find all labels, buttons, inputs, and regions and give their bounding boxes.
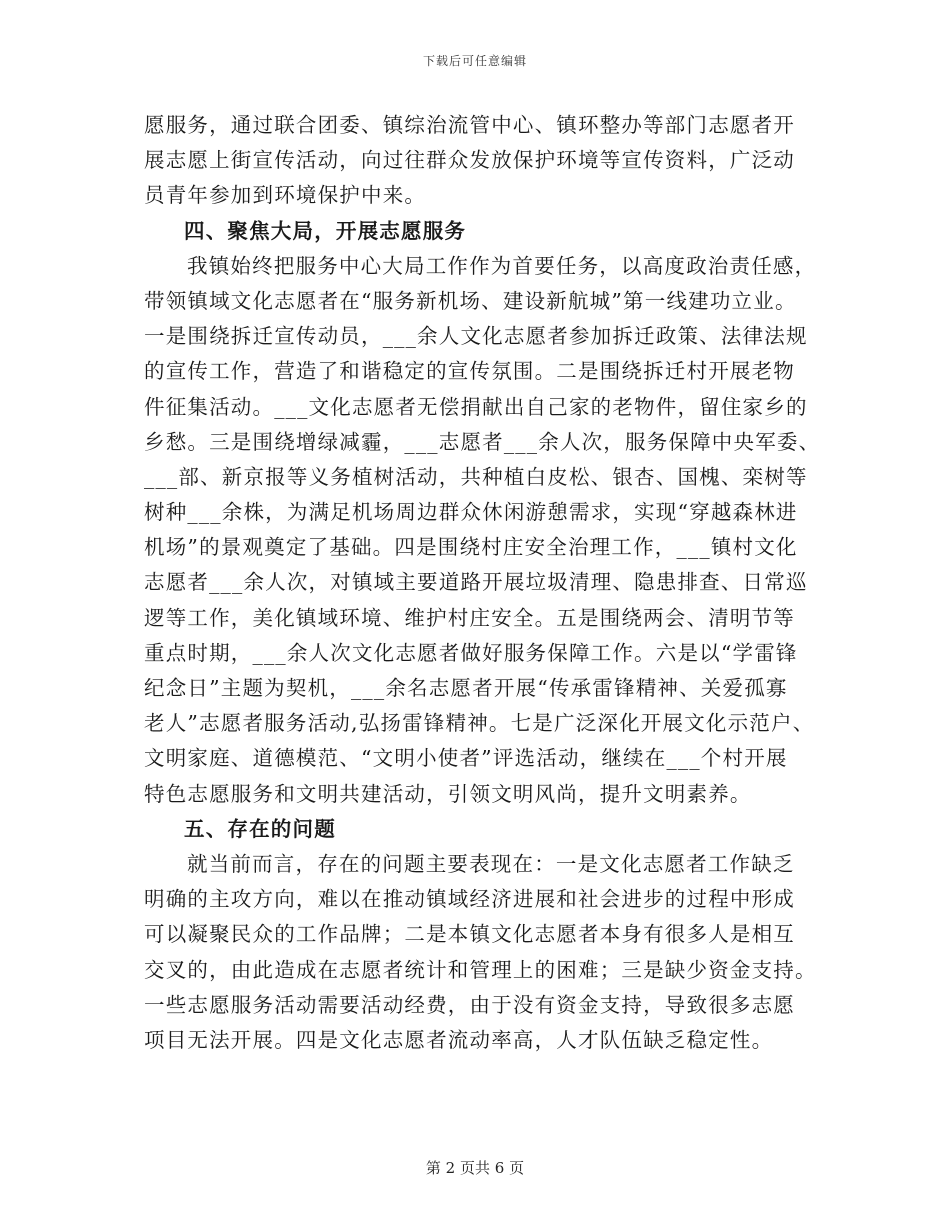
text-line: 员青年参加到环境保护中来。 — [144, 183, 427, 208]
text-line: 可以凝聚民众的工作品牌；二是本镇文化志愿者本身有很多人是相互 — [144, 922, 795, 947]
text-line: 文明家庭、道德模范、“文明小使者”评选活动，继续在___个村开展 — [144, 746, 788, 771]
page-header: 下载后可任意编辑 — [422, 54, 527, 68]
document-body — [144, 108, 834, 1058]
text-line: 逻等工作，美化镇域环境、维护村庄安全。五是围绕两会、清明节等 — [144, 605, 795, 630]
text-line: 重点时期，___余人次文化志愿者做好服务保障工作。六是以“学雷锋 — [144, 640, 798, 665]
text-line: 树种___余株，为满足机场周边群众休闲游憩需求，实现“穿越森林进 — [144, 500, 798, 525]
text-line: 志愿者___余人次，对镇域主要道路开展垃圾清理、隐患排查、日常巡 — [144, 570, 808, 595]
text-line: 展志愿上街宣传活动，向过往群众发放保护环境等宣传资料，广泛动 — [144, 148, 795, 173]
text-line: 老人”志愿者服务活动,弘扬雷锋精神。七是广泛深化开展文化示范户、 — [144, 711, 815, 736]
text-line: 明确的主攻方向，难以在推动镇域经济进展和社会进步的过程中形成 — [144, 887, 795, 912]
text-line: 就当前而言，存在的问题主要表现在：一是文化志愿者工作缺乏 — [187, 851, 795, 876]
text-line: 乡愁。三是围绕增绿减霾，___志愿者___余人次，服务保障中央军委、 — [144, 429, 821, 454]
section-heading: 四、聚焦大局，开展志愿服务 — [184, 218, 467, 243]
page-footer: 第 2 页共 6 页 — [425, 1159, 525, 1177]
text-line: ___部、新京报等义务植树活动，共种植白皮松、银杏、国槐、栾树等 — [144, 464, 808, 489]
text-line: 件征集活动。___文化志愿者无偿捐献出自己家的老物件，留住家乡的 — [144, 394, 808, 419]
text-line: 愿服务，通过联合团委、镇综治流管中心、镇环整办等部门志愿者开 — [144, 113, 795, 137]
text-line: 特色志愿服务和文明共建活动，引领文明风尚，提升文明素养。 — [144, 781, 752, 806]
text-line: 一些志愿服务活动需要活动经费，由于没有资金支持，导致很多志愿 — [144, 992, 795, 1017]
text-line: 纪念日”主题为契机，___余名志愿者开展“传承雷锋精神、关爱孤寡 — [144, 676, 788, 700]
text-line: 项目无法开展。四是文化志愿者流动率高，人才队伍缺乏稳定性。 — [144, 1027, 774, 1052]
text-line: 的宣传工作，营造了和谐稳定的宣传氛围。二是围绕拆迁村开展老物 — [144, 359, 795, 384]
section-heading: 五、存在的问题 — [184, 816, 336, 841]
text-line: 交叉的，由此造成在志愿者统计和管理上的困难；三是缺少资金支持。 — [144, 957, 817, 982]
text-line: 我镇始终把服务中心大局工作作为首要任务，以高度政治责任感， — [187, 253, 817, 278]
text-line: 机场”的景观奠定了基础。四是围绕村庄安全治理工作，___镇村文化 — [144, 535, 798, 560]
text-line: 带领镇域文化志愿者在“服务新机场、建设新航城”第一线建功立业。 — [144, 288, 797, 313]
text-line: 一是围绕拆迁宣传动员，___余人文化志愿者参加拆迁政策、法律法规 — [144, 324, 808, 349]
